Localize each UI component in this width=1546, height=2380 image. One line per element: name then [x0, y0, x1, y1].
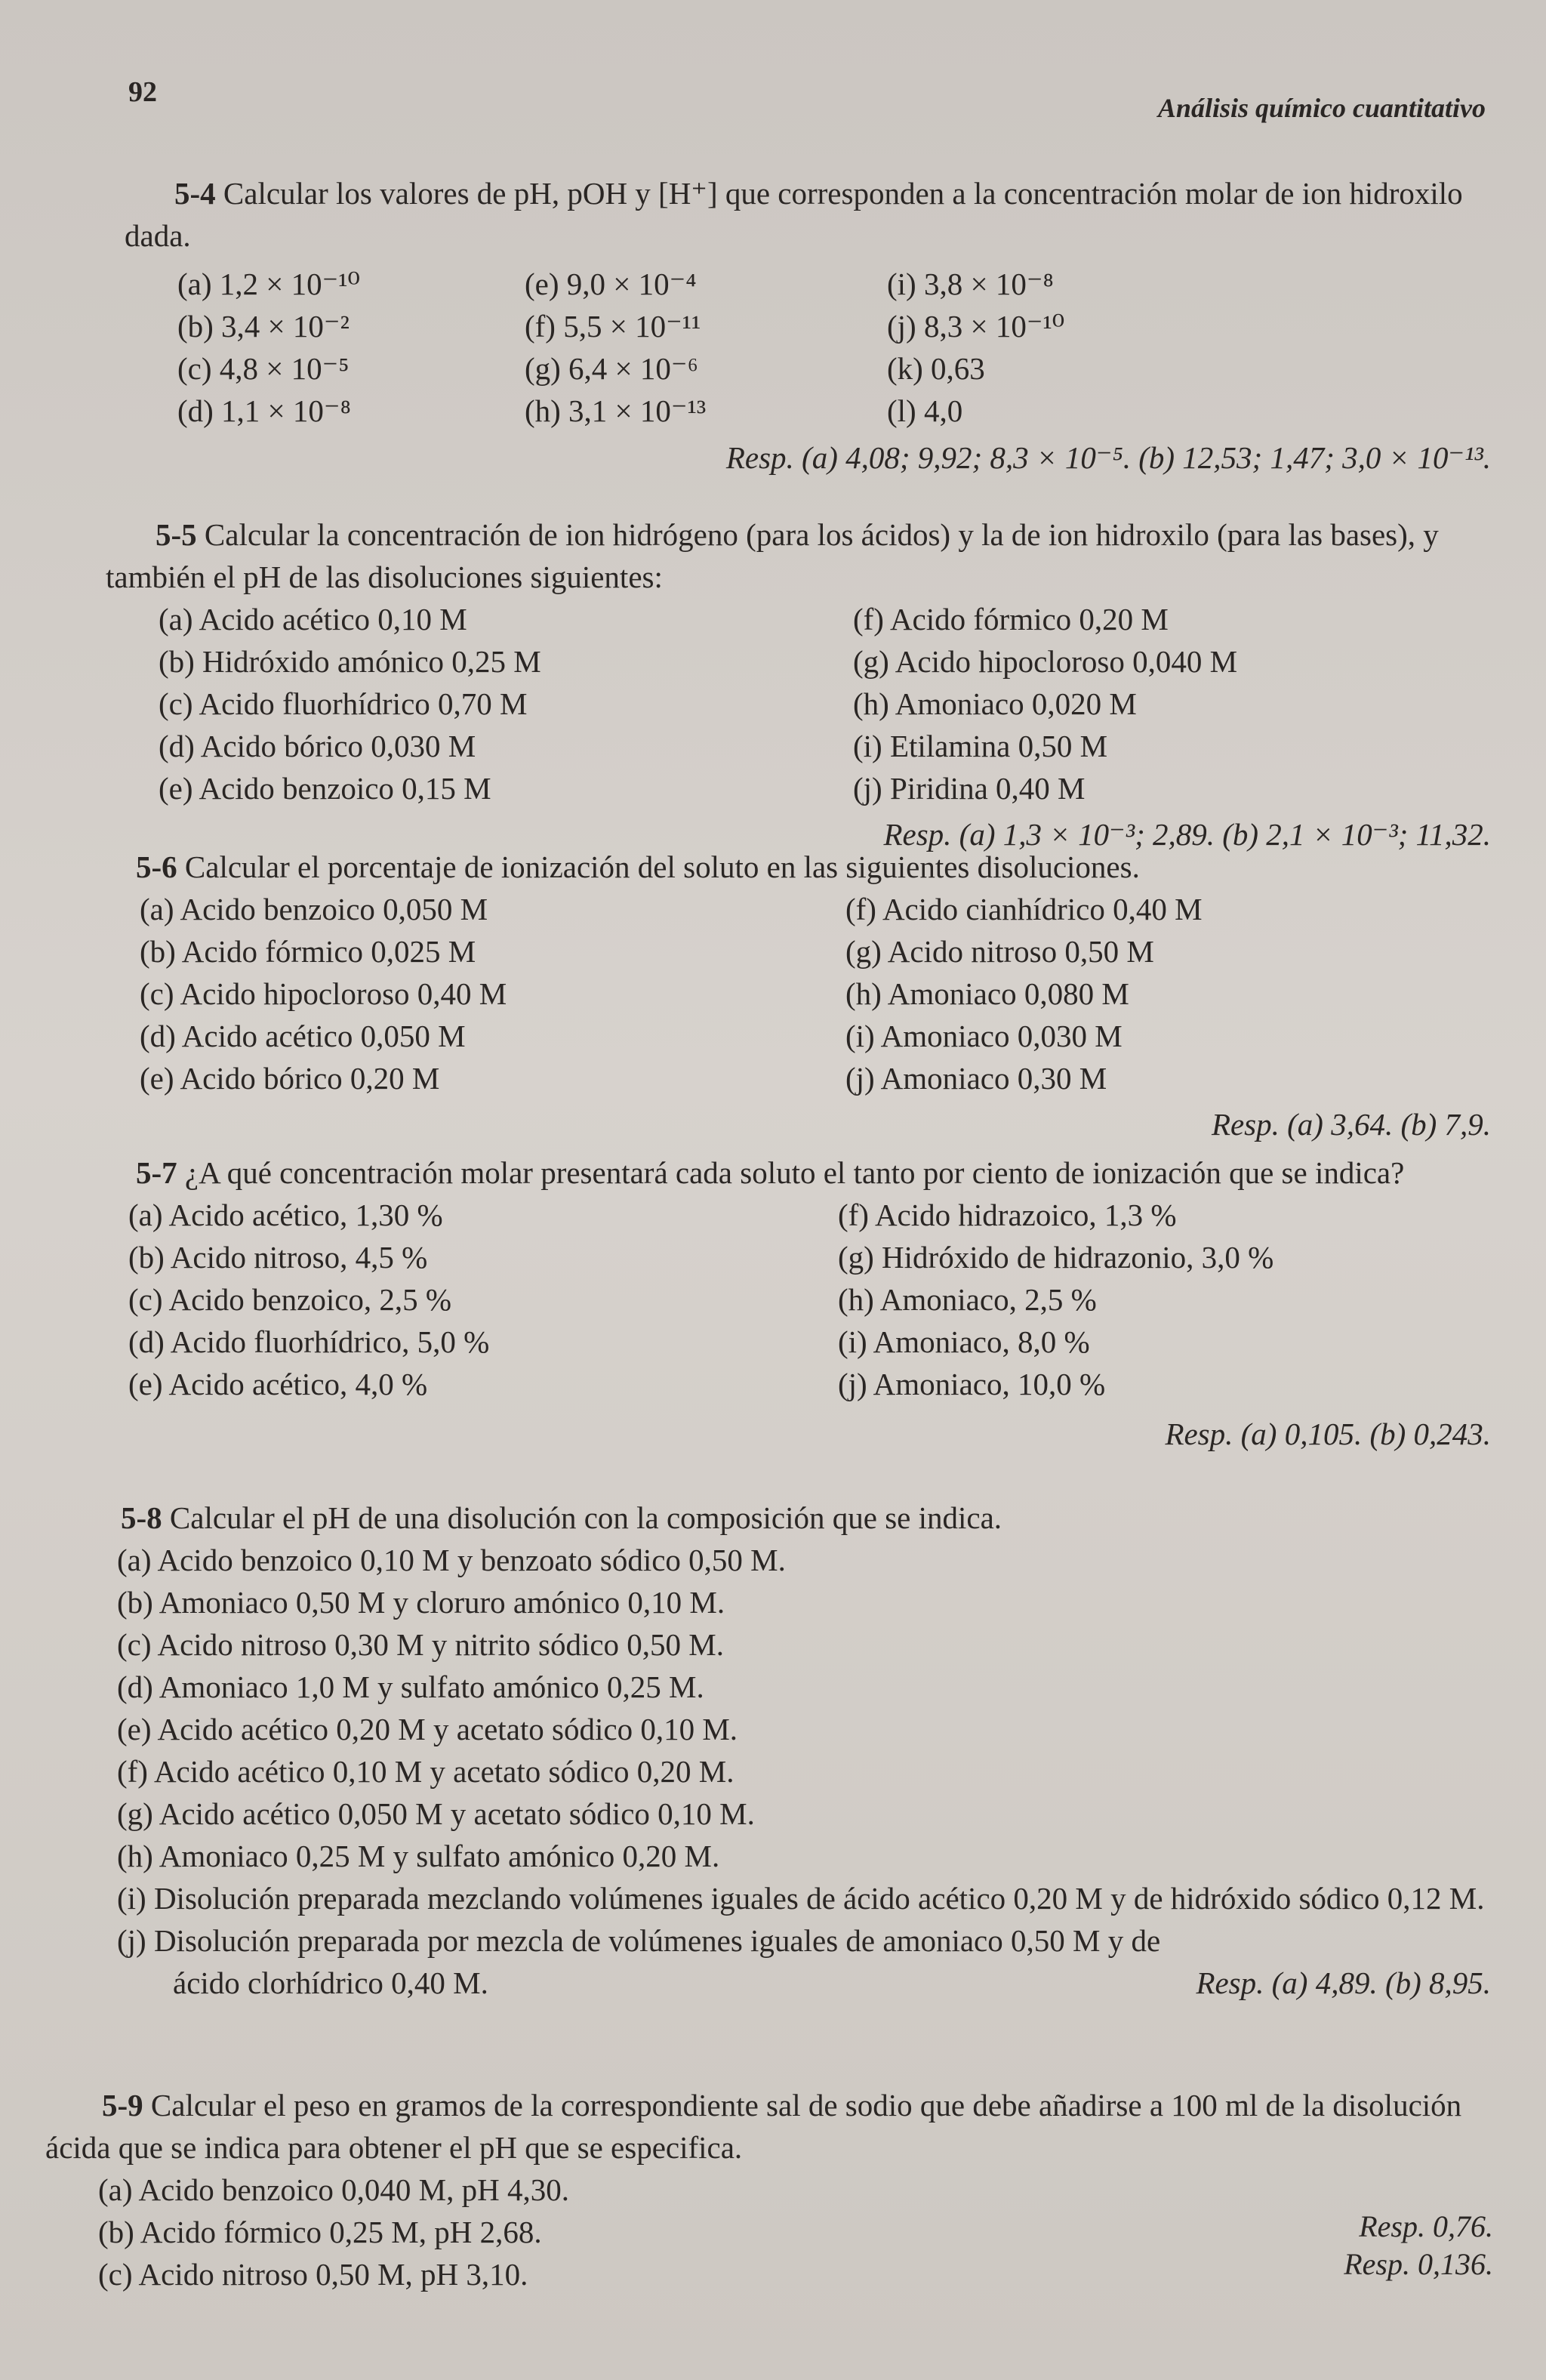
option-item: (e) Acido benzoico 0,15 M: [159, 771, 491, 806]
answer-options: [75, 1194, 1491, 1413]
option-item: (d) Acido acético 0,050 M: [140, 1019, 466, 1053]
list-item: (a) Acido benzoico 0,10 M y benzoato sódico 0,50 M.: [117, 1543, 786, 1577]
problem-5-5: [106, 513, 1491, 856]
options-column-2: [845, 888, 1203, 1099]
problem-number: 5-9: [102, 2088, 143, 2123]
option-item: (d) Acido fluorhídrico, 5,0 %: [128, 1324, 490, 1359]
answer-options: [106, 598, 1491, 813]
answer-line: Resp. (a) 0,105. (b) 0,243.: [1165, 1417, 1491, 1451]
option-item: (b) 3,4 × 10⁻²: [177, 309, 350, 344]
answer-line: Resp. 0,76.: [1359, 2209, 1493, 2243]
problem-statement: ¿A qué concentración molar presentará cada soluto el tanto por ciento de ionización que se indica?: [184, 1155, 1405, 1190]
option-item: (h) 3,1 × 10⁻¹³: [525, 393, 707, 428]
list-item: (h) Amoniaco 0,25 M y sulfato amónico 0,20 M.: [117, 1839, 720, 1873]
problem-statement: Calcular los valores de pH, pOH y [H⁺] que corresponden a la concentración molar de ion hidroxilo dada.: [125, 176, 1463, 253]
running-title: Análisis químico cuantitativo: [1157, 93, 1486, 123]
option-item: (c) 4,8 × 10⁻⁵: [177, 351, 350, 386]
problem-number: 5-7: [136, 1155, 177, 1190]
list-item: (g) Acido acético 0,050 M y acetato sódico 0,10 M.: [117, 1796, 755, 1831]
option-item: (i) 3,8 × 10⁻⁸: [887, 267, 1054, 301]
option-item: (a) Acido acético, 1,30 %: [128, 1198, 443, 1232]
options-column-1: [128, 1194, 489, 1405]
option-item: (a) 1,2 × 10⁻¹⁰: [177, 267, 360, 301]
option-item: (i) Amoniaco 0,030 M: [845, 1019, 1123, 1053]
option-item: (k) 0,63: [887, 351, 985, 386]
option-item: (h) Amoniaco, 2,5 %: [838, 1282, 1097, 1317]
option-item: (g) Acido nitroso 0,50 M: [845, 934, 1154, 969]
option-item: (i) Amoniaco, 8,0 %: [838, 1324, 1090, 1359]
list-item: (j) Disolución preparada por mezcla de volúmenes iguales de amoniaco 0,50 M y de ácido clorhídrico 0,40 M.: [117, 1923, 1161, 2000]
options-column-1: [159, 598, 541, 809]
options-column-2: [525, 263, 706, 432]
option-item: (j) 8,3 × 10⁻¹⁰: [887, 309, 1065, 344]
option-item: (f) 5,5 × 10⁻¹¹: [525, 309, 701, 344]
option-item: (i) Etilamina 0,50 M: [853, 729, 1108, 763]
option-item: (b) Hidróxido amónico 0,25 M: [159, 644, 541, 679]
problem-5-4: [125, 172, 1491, 479]
options-column-1: [177, 263, 360, 432]
option-item: (b) Acido fórmico 0,025 M: [140, 934, 476, 969]
option-item: (d) Acido bórico 0,030 M: [159, 729, 476, 763]
option-item: (a) Acido acético 0,10 M: [159, 602, 467, 637]
list-item: (f) Acido acético 0,10 M y acetato sódico 0,20 M.: [117, 1754, 735, 1789]
option-item: (c) Acido hipocloroso 0,40 M: [140, 976, 507, 1011]
problem-5-6: [91, 846, 1491, 1145]
option-item: (l) 4,0: [887, 393, 963, 428]
composition-list: [117, 1539, 1491, 2004]
list-item: (a) Acido benzoico 0,040 M, pH 4,30.: [98, 2172, 569, 2207]
answer-line: Resp. (a) 4,89. (b) 8,95.: [1196, 1965, 1491, 2000]
list-item: (e) Acido acético 0,20 M y acetato sódico 0,10 M.: [117, 1712, 738, 1746]
problem-statement: Calcular el pH de una disolución con la composición que se indica.: [169, 1500, 1002, 1535]
options-column-3: [887, 263, 1064, 432]
option-item: (d) 1,1 × 10⁻⁸: [177, 393, 351, 428]
list-item: (d) Amoniaco 1,0 M y sulfato amónico 0,25 M.: [117, 1669, 704, 1704]
answer-line: Resp. (a) 1,3 × 10⁻³; 2,89. (b) 2,1 × 10⁻³; 11,32.: [883, 817, 1491, 852]
options-column-2: [838, 1194, 1273, 1405]
problem-number: 5-4: [174, 176, 216, 211]
option-item: (b) Acido nitroso, 4,5 %: [128, 1240, 428, 1275]
answer-line: Resp. (a) 3,64. (b) 7,9.: [1211, 1107, 1491, 1142]
option-item: (j) Amoniaco, 10,0 %: [838, 1367, 1106, 1401]
list-item: (b) Amoniaco 0,50 M y cloruro amónico 0,10 M.: [117, 1585, 725, 1620]
option-item: (e) Acido bórico 0,20 M: [140, 1061, 440, 1096]
salt-list: [98, 2169, 1491, 2295]
option-item: (e) Acido acético, 4,0 %: [128, 1367, 428, 1401]
problem-number: 5-5: [156, 517, 197, 552]
option-item: (j) Amoniaco 0,30 M: [845, 1061, 1107, 1096]
options-column-2: [853, 598, 1237, 809]
option-item: (f) Acido hidrazoico, 1,3 %: [838, 1198, 1177, 1232]
option-item: (e) 9,0 × 10⁻⁴: [525, 267, 697, 301]
option-item: (j) Piridina 0,40 M: [853, 771, 1086, 806]
option-item: (f) Acido cianhídrico 0,40 M: [845, 892, 1203, 926]
list-item: (c) Acido nitroso 0,30 M y nitrito sódico 0,50 M.: [117, 1627, 725, 1662]
answer-line: Resp. 0,136.: [1344, 2247, 1493, 2281]
problem-statement: Calcular el porcentaje de ionización del soluto en las siguientes disoluciones.: [184, 849, 1140, 884]
option-item: (f) Acido fórmico 0,20 M: [853, 602, 1169, 637]
option-item: (c) Acido benzoico, 2,5 %: [128, 1282, 452, 1317]
problem-number: 5-8: [121, 1500, 162, 1535]
problem-statement: Calcular el peso en gramos de la correspondiente sal de sodio que debe añadirse a 100 ml de la disolución ácida que se indica para obtener el pH que se especifica.: [45, 2088, 1462, 2165]
option-item: (c) Acido fluorhídrico 0,70 M: [159, 686, 528, 721]
page-header: [113, 76, 1486, 128]
option-item: (g) 6,4 × 10⁻⁶: [525, 351, 698, 386]
answer-line: Resp. (a) 4,08; 9,92; 8,3 × 10⁻⁵. (b) 12,53; 1,47; 3,0 × 10⁻¹³.: [725, 440, 1491, 475]
option-item: (g) Hidróxido de hidrazonio, 3,0 %: [838, 1240, 1274, 1275]
problem-5-9: [45, 2084, 1491, 2295]
options-column-1: [140, 888, 507, 1099]
list-item: (c) Acido nitroso 0,50 M, pH 3,10.: [98, 2257, 528, 2292]
problem-5-7: [75, 1151, 1491, 1455]
option-item: (h) Amoniaco 0,080 M: [845, 976, 1129, 1011]
answer-options: [125, 263, 1491, 436]
problem-number: 5-6: [136, 849, 177, 884]
option-item: (h) Amoniaco 0,020 M: [853, 686, 1137, 721]
option-item: (a) Acido benzoico 0,050 M: [140, 892, 488, 926]
answer-options: [91, 888, 1491, 1103]
page-number: 92: [128, 76, 157, 108]
list-item: (b) Acido fórmico 0,25 M, pH 2,68.: [98, 2215, 542, 2249]
option-item: (g) Acido hipocloroso 0,040 M: [853, 644, 1238, 679]
list-item: (i) Disolución preparada mezclando volúmenes iguales de ácido acético 0,20 M y de hidróxido sódico 0,12 M.: [117, 1881, 1485, 1916]
problem-5-8: [75, 1497, 1491, 2004]
problem-statement: Calcular la concentración de ion hidrógeno (para los ácidos) y la de ion hidroxilo (para las bases), y también el pH de las disoluciones siguientes:: [106, 517, 1439, 594]
